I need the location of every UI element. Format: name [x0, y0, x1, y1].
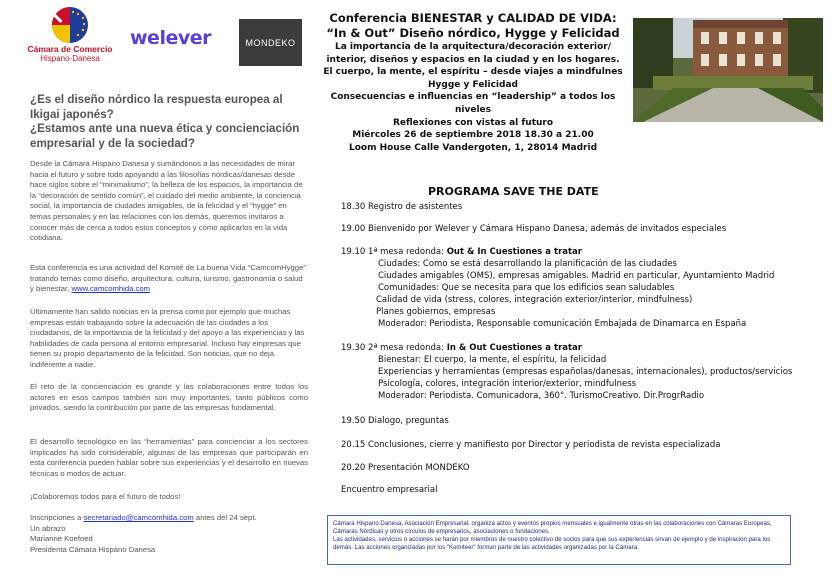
- komite-paragraph: [30, 263, 308, 295]
- email-link[interactable]: secretariado@camcomhida.com: [83, 513, 194, 522]
- agenda-1900: 19.00 Bienvenido por Welever y Cámara Hispano Danesa, además de invitados especiales: [341, 224, 727, 234]
- intro-paragraph: Desde la Cámara Hispano Danesa y sumándonos a las necesidades de mirar hacia el futuro y sobre todo apoyando a las filosofías nórdicas/danesas desde hace siglos sobre el “minimalismo”, la belleza de los espacios, la importancia de la “decoración de sentido común”, el cuidado del medio ambiente, la conciencia social, la importancia de ciudades amigables, de la felicidad y el “hygge” en temas personales y en las relaciones con los demás, queremos invitaros a conocer más de cerca a todos estos conceptos y cómo aplicarlos en la vida cotidiana.: [30, 159, 303, 243]
- agenda-2020: 20.20 Presentación MONDEKO: [341, 463, 470, 473]
- agenda-1930-item: Experiencias y herramientas (empresas españolas/danesas, internacionales), productos/servicios: [378, 367, 793, 377]
- camara-info-box: [327, 515, 791, 565]
- signer-title: Presidenta Cámara Hispano Danesa: [30, 544, 156, 554]
- header-line-cuerpo: El cuerpo, la mente, el espíritu – desde viajes a mindfulnes: [323, 67, 623, 78]
- event-date: Miércoles 26 de septiembre 2018 18.30 a 21.00: [352, 130, 594, 141]
- question-ikigai: ¿Es el diseño nórdico la respuesta europea al Ikigai japonés?: [30, 93, 283, 121]
- agenda-1910: 19.10 1ª mesa redonda: Out & In Cuestiones a tratar: [341, 247, 582, 257]
- agenda-1910-item: Comunidades: Que se necesita para que los edificios sean saludables: [378, 283, 675, 293]
- programa-title: PROGRAMA SAVE THE DATE: [428, 185, 599, 198]
- registration-line: Inscripciones a secretariado@camcomhida.com antes del 24 sept.: [30, 513, 257, 522]
- header-line-arquitectura: La importancia de la arquitectura/decoración exterior/: [334, 42, 611, 52]
- agenda-1930-item: Bienestar: El cuerpo, la mente, el espíritu, la felicidad: [378, 355, 607, 365]
- camara-subtitle: Hispano-Danesa: [40, 54, 100, 63]
- welever-logo: welever: [130, 27, 211, 49]
- header-line-interior: interior, diseños y espacios en la ciudad y en los hogares.: [326, 54, 620, 65]
- event-location: Loom House Calle Vandergoten, 1, 28014 Madrid: [348, 142, 598, 153]
- conference-title: Conferencia BIENESTAR y CALIDAD DE VIDA:: [329, 11, 617, 25]
- header-line-hygge: Hygge y Felicidad: [428, 79, 518, 90]
- conference-header: [322, 11, 624, 154]
- agenda-1950: 19.50 Dialogo, preguntas: [341, 416, 449, 426]
- agenda-2015: 20.15 Conclusiones, cierre y manifiesto por Director y periodista de revista especializada: [341, 440, 721, 450]
- collaborate-line: ¡Colaboremos todos para el futuro de todos!: [30, 492, 181, 501]
- agenda-1910-item: Moderador: Periodista, Responsable comunicación Embajada de Dinamarca en España: [378, 319, 747, 329]
- greeting-line: Un abrazo: [30, 523, 66, 533]
- agenda-1910-item: Calidad de vida (stress, colores, integración exterior/interior, mindfulness): [376, 295, 693, 305]
- agenda-encuentro: Encuentro empresarial: [341, 485, 438, 495]
- technology-paragraph: El desarrollo tecnológico en las “herramientas” para concienciar a los sectores implicados ha sido considerable, algunas de las empresas que participarán en esta conferencia pueden hablar sobre sus experiencias y el desarrollo en nuevas técnicas o modos de actuar.: [30, 437, 308, 478]
- website-link[interactable]: www.camcomhida.com: [71, 284, 151, 294]
- komite-text: Esta conferencia es una actividad del Komité de La buena Vida “CamcomHygge” tratando temas como diseño, arquitectura, cultura, turismo, gastronomía o salud y bienestar,: [30, 263, 306, 294]
- camara-name: Cámara de Comercio: [27, 44, 113, 54]
- conference-subtitle: “In & Out” Diseño nórdico, Hygge y Felicidad: [326, 26, 620, 40]
- signature-block: [30, 513, 308, 555]
- agenda-1930: 19.30 2ª mesa redonda: In & Out Cuestiones a tratar: [341, 343, 582, 353]
- agenda-1930-item: Moderador: Periodista. Comunicadora, 360°. TurismoCreativo. Dir.ProgrRadio: [378, 391, 705, 401]
- intro-questions: [30, 93, 315, 151]
- camara-emblem-icon: [20, 6, 120, 44]
- header-line-leadership: Consecuencias e influencias en “leadership” a todos los niveles: [330, 92, 616, 115]
- mondeko-logo: MONDEKO: [239, 19, 302, 66]
- question-etica: ¿Estamos ante una nueva ética y concienciación empresarial y de la sociedad?: [30, 122, 300, 150]
- agenda-1830: 18.30 Registro de asistentes: [341, 202, 463, 212]
- news-paragraph: Últimamente han salido noticias en la prensa como por ejemplo que muchas empresas están trabajando sobre la adecuación de las ciudades a los ciudadanos, de la importancia de la felicidad y del apoyo a las experiencias y las habilidades de cada persona al entorno empresarial. Incluso hay empresas que tienen su propio departamento de la felicidad. Son noticias, que no deja indiferente a nadie.: [30, 307, 305, 369]
- agenda-1930-item: Psicología, colores, integración interior/exterior, mindfulness: [378, 379, 637, 389]
- agenda-1910-item: Planes gobiernos, empresas: [376, 307, 496, 317]
- camara-hispano-danesa-logo: [20, 6, 120, 66]
- challenge-paragraph: El reto de la concienciación es grande y las colaboraciones entre todos los actores en esos campos también son muy importantes, tanto públicos como privados, siendo la contribución por parte de las empresas fundamental.: [30, 382, 308, 413]
- signer-name: Marianne Koefoed: [30, 534, 93, 544]
- loom-house-photo: [633, 18, 823, 122]
- agenda-1910-item: Ciudades: Como se está desarrollando la planificación de las ciudades: [378, 259, 677, 269]
- camara-activities-paragraph: Las actividades, servicios o acciones se harán por miembros de nuestro colectivo de socios para que sus experiencias sirvan de ejemplo y de inspiración para los demás. Las acciones organizadas por los "Komiteer" forman parte de las actividades organizadas por la Cámara.: [333, 536, 771, 552]
- header-line-reflexiones: Reflexiones con vistas al futuro: [392, 117, 554, 128]
- agenda-1910-item: Ciudades amigables (OMS), empresas amigables. Madrid en particular, Ayuntamiento Madrid: [378, 271, 775, 281]
- camara-info-paragraph: Cámara Hispano Danesa, Asociación Empresarial, organiza actos y eventos propios mensuales e igualmente otras en las colaboraciones con Cámaras Europeas, Cámaras Nórdicas y otros círculos de empresarios, asociaciones o fundaciones.: [333, 520, 772, 536]
